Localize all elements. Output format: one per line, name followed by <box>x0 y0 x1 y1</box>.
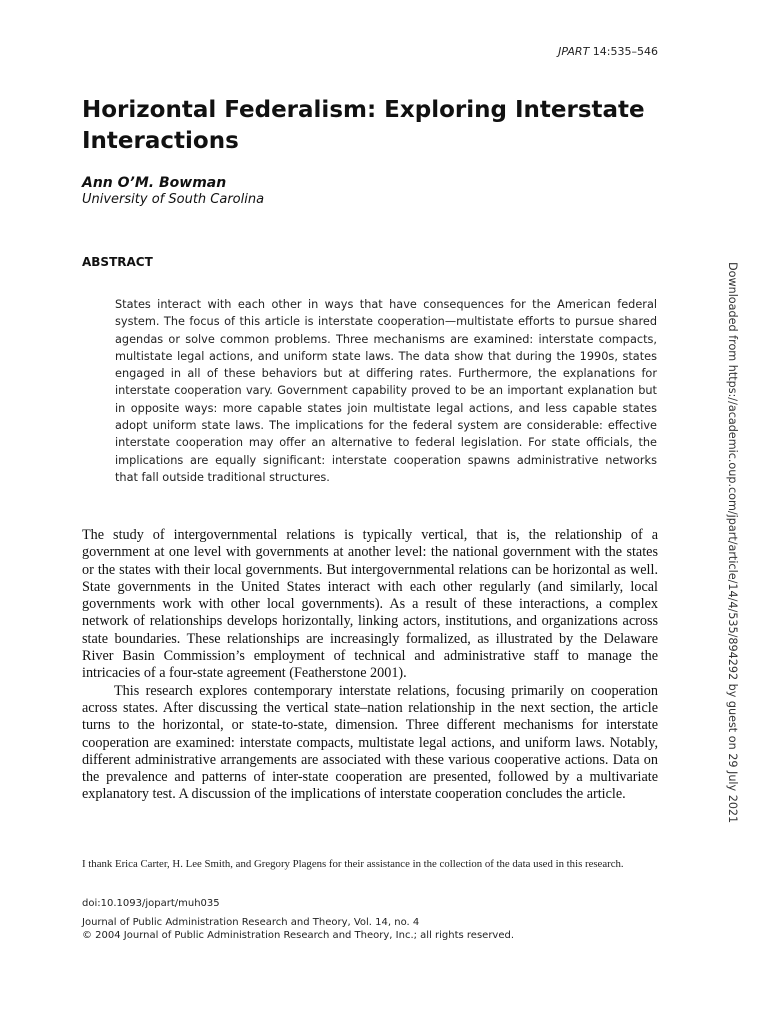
abstract-text: States interact with each other in ways that have consequences for the American federal system. The focus of this article is interstate cooperation—multistate efforts to pursue shared agendas or solve common problems. Three mechanisms are examined: interstate compacts, multistate legal actions, and uniform state laws. The data show that during the 1990s, states engaged in all of these behaviors but at differing rates. Furthermore, the explanations for interstate cooperation vary. Government capability proved to be an important explanation but in opposite ways: more capable states join multistate legal actions, and less capable states adopt uniform state laws. The implications for the federal system are considerable: effective interstate cooperation may offer an alternative to federal legislation. For state officials, the implications are equally significant: interstate cooperation spawns administrative networks that fall outside traditional structures. <box>115 298 657 484</box>
running-header <box>558 45 658 58</box>
article-title: Horizontal Federalism: Exploring Interstate Interactions <box>82 97 645 154</box>
journal-abbrev: JPART <box>558 45 590 58</box>
doi: doi:10.1093/jopart/muh035 <box>82 898 220 909</box>
body-paragraph-1: The study of intergovernmental relations is typically vertical, that is, the relationship of a government at one level with governments at another level: the national government with the states or the states with their local governments. But intergovernmental relations can be horizontal as well. State governments in the United States interact with each other regularly (and similarly, local governments work with other local governments). As a result of these interactions, a complex network of relationships develops horizontally, linking actors, institutions, and organizations across state boundaries. These relationships are increasingly formalized, as illustrated by the Delaware River Basin Commission’s employment of technical and administrative staff to manage the intricacies of a four-state agreement (Featherstone 2001). <box>82 527 658 682</box>
abstract-heading: ABSTRACT <box>82 255 153 269</box>
copyright-line: © 2004 Journal of Public Administration Research and Theory, Inc.; all rights reserved. <box>82 929 515 941</box>
body-paragraph-2: This research explores contemporary interstate relations, focusing primarily on cooperation across states. After discussing the vertical state–nation relationship in the next section, the article turns to the horizontal, or state-to-state, dimension. Three different mechanisms for interstate cooperation are examined: interstate compacts, multistate legal actions, and uniform laws. Notably, different administrative arrangements are associated with these various cooperative actions. Data on the prevalence and patterns of inter-state cooperation are presented, followed by a multivariate explanatory test. A discussion of the implications of interstate cooperation concludes the article. <box>82 682 658 803</box>
journal-info <box>82 917 514 942</box>
author-affiliation: University of South Carolina <box>82 192 265 207</box>
body-text <box>82 527 658 804</box>
author-name: Ann O’M. Bowman <box>82 175 227 191</box>
volume-pages: 14:535–546 <box>589 45 658 58</box>
download-stamp: Downloaded from https://academic.oup.com/jpart/article/14/4/535/894292 by guest on 29 July 2021 <box>726 262 739 824</box>
acknowledgment-footnote: I thank Erica Carter, H. Lee Smith, and Gregory Plagens for their assistance in the collection of the data used in this research. <box>82 858 624 870</box>
journal-line: Journal of Public Administration Research and Theory, Vol. 14, no. 4 <box>82 917 420 928</box>
